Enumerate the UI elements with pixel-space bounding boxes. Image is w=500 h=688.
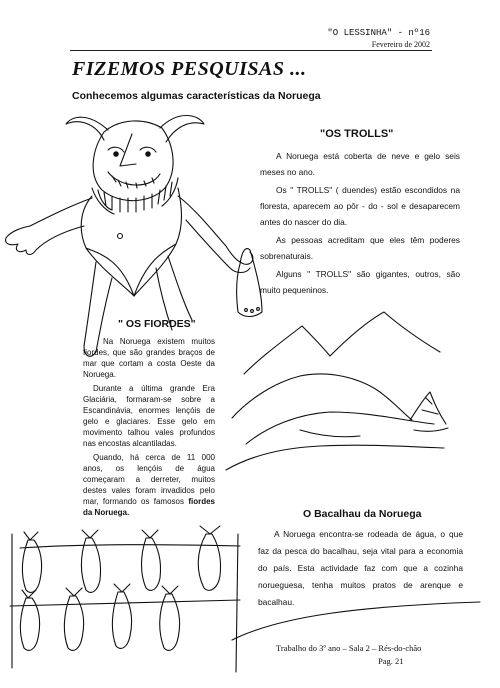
trolls-heading: "OS TROLLS" <box>320 128 394 140</box>
bacalhau-text <box>258 526 463 611</box>
fiordes-text <box>83 336 215 521</box>
trolls-text <box>260 148 460 300</box>
trolls-paragraph: As pessoas acreditam que eles têm poderes sobrenaturais. <box>260 235 460 261</box>
trolls-paragraph: Alguns " TROLLS" são gigantes, outros, são muito pequeninos. <box>260 269 460 295</box>
footer-credit: Trabalho do 3º ano – Sala 2 – Rés-do-chão <box>276 643 422 653</box>
trolls-paragraph: A Noruega está coberta de neve e gelo seis meses no ano. <box>260 151 460 177</box>
page-title: FIZEMOS PESQUISAS ... <box>72 58 307 80</box>
page-number: Pag. 21 <box>378 656 404 666</box>
mountains-drawing <box>226 312 448 470</box>
fiordes-paragraph-text: Quando, há cerca de 11 000 anos, os lençóis de água começaram a derreter, muitos destes vales foram invadidos pelo mar, formando os famosos <box>83 453 215 506</box>
fiordes-bold-text: fiordes da Noruega. <box>83 497 215 517</box>
issue-date: Fevereiro de 2002 <box>371 40 430 49</box>
fiordes-paragraph: Durante a última grande Era Glaciária, formaram-se sobre a Escandinávia, enormes lençóis de gelo e glaciares. Esse gelo em movimento talhou vales profundos nas encostas alcantiladas. <box>83 384 215 448</box>
trolls-paragraph: Os " TROLLS" ( duendes) estão escondidos na floresta, aparecem ao pôr - do - sol e desaparecem antes do nascer do dia. <box>260 185 460 227</box>
fiordes-paragraph: Na Noruega existem muitos fiordes, que são grandes braços de mar que cortam a costa Oeste da Noruega. <box>83 337 215 379</box>
fiordes-heading: " OS FIORDES" <box>118 318 196 330</box>
bacalhau-heading: O Bacalhau da Noruega <box>303 508 422 520</box>
newsletter-issue: "O LESSINHA" - nº16 <box>327 28 430 38</box>
fish-rack-drawing <box>10 526 240 672</box>
fiordes-paragraph <box>83 452 215 518</box>
bacalhau-paragraph: A Noruega encontra-se rodeada de água, o que faz da pesca do bacalhau, seja vital para a economia do país. Esta actividade faz com que a cozinha norueguesa, tenha muitos pratos de arenque e bacalhau. <box>258 529 463 607</box>
page-subtitle: Conhecemos algumas características da Noruega <box>72 90 321 102</box>
